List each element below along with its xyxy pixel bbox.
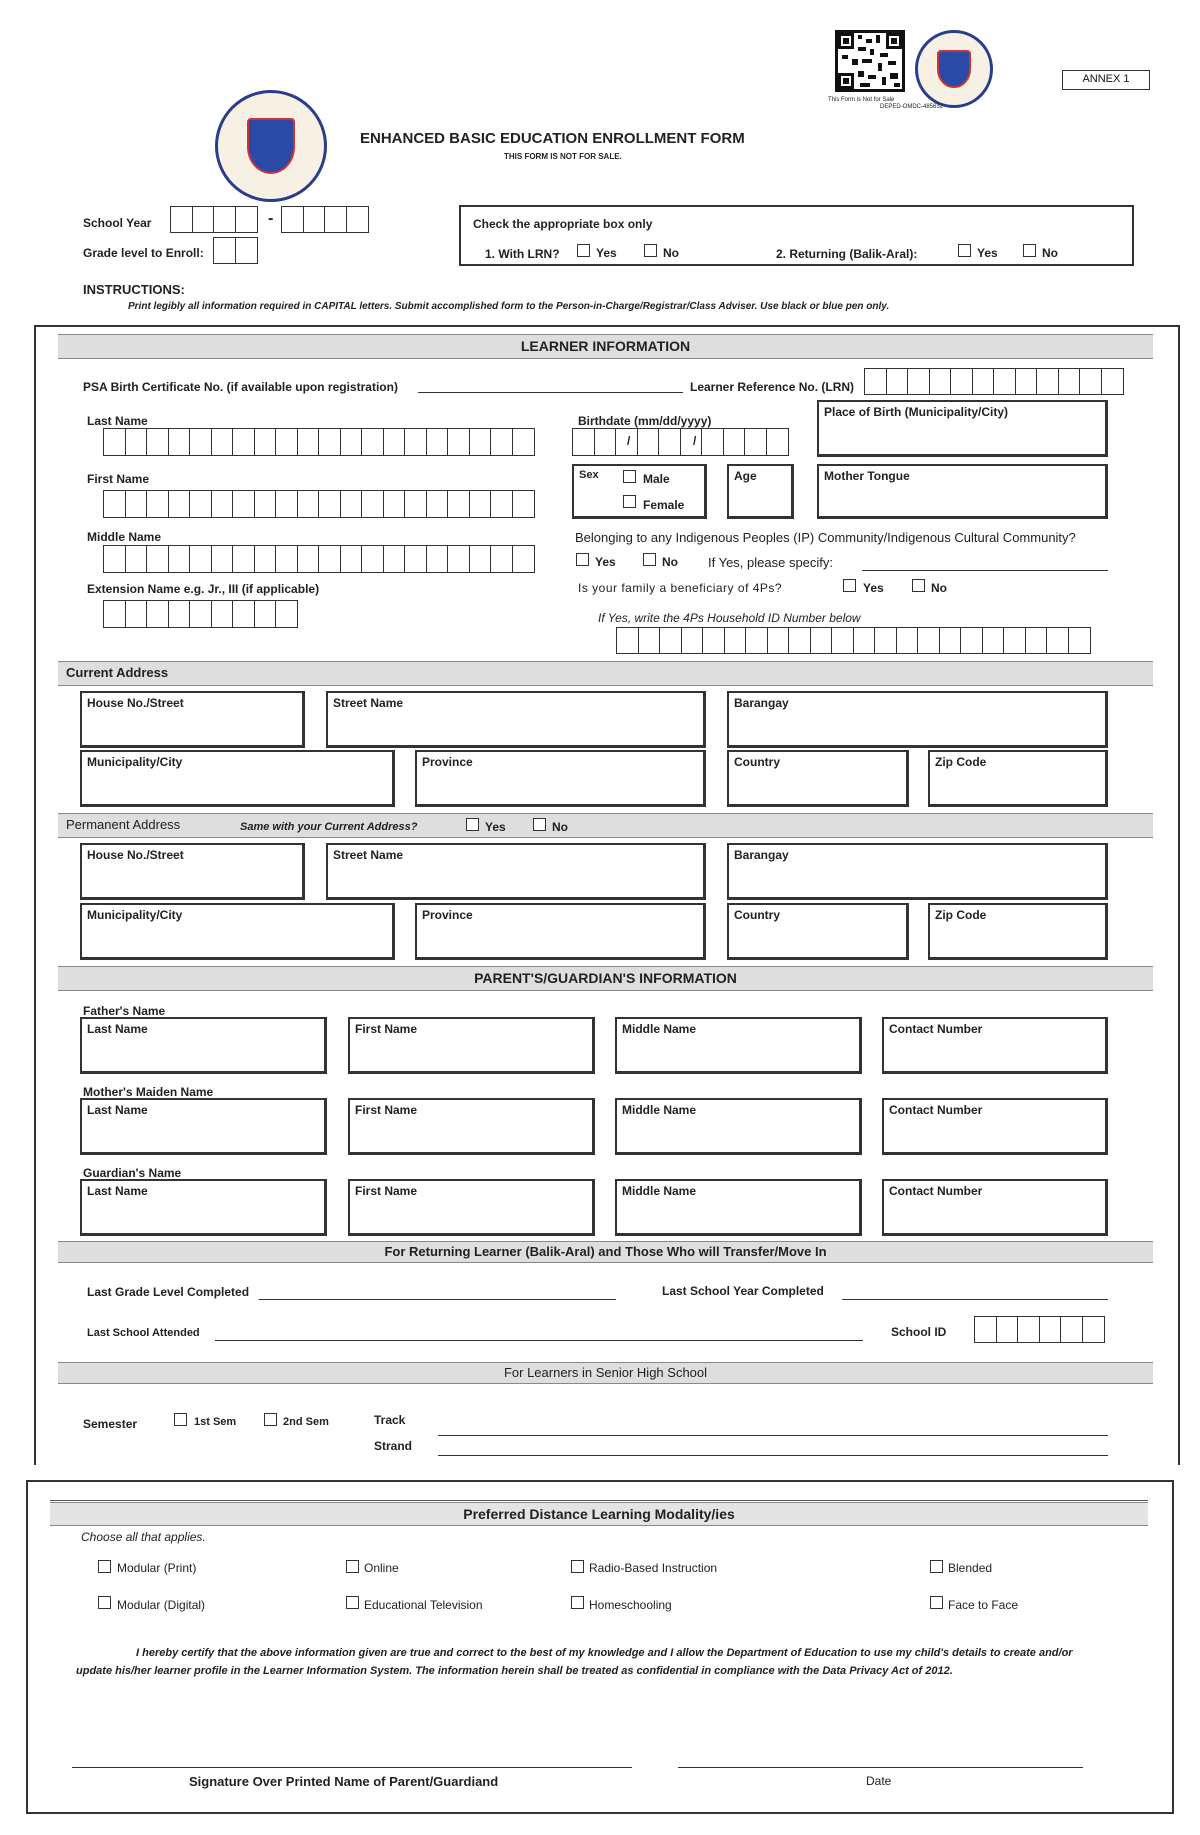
same-address-yes-label: Yes: [485, 820, 506, 834]
learner-info-bar: [58, 334, 1153, 359]
sex-label: Sex: [579, 469, 599, 481]
permanent-address-bar: [58, 813, 1153, 838]
blended-checkbox[interactable]: [930, 1560, 943, 1573]
same-address-no-label: No: [552, 820, 568, 834]
second-sem-label: 2nd Sem: [283, 1416, 329, 1428]
sex-box: [572, 464, 707, 519]
ip-specify-line[interactable]: [862, 570, 1108, 571]
guardian-contact-label: Contact Number: [889, 1184, 983, 1198]
mother-name-label: Mother's Maiden Name: [83, 1085, 214, 1099]
homeschooling-label: Homeschooling: [589, 1598, 672, 1612]
returning-yes-checkbox[interactable]: [958, 244, 971, 257]
last-grade-line[interactable]: [259, 1299, 616, 1300]
current-barangay-label: Barangay: [734, 696, 789, 710]
modular-digital-label: Modular (Digital): [117, 1598, 206, 1612]
fourps-yes-label: Yes: [863, 581, 884, 595]
signature-label: Signature Over Printed Name of Parent/Guardiand: [189, 1774, 499, 1789]
returning-no-label: No: [1042, 246, 1058, 260]
learner-info-title: LEARNER INFORMATION: [520, 338, 691, 354]
last-school-label: Last School Attended: [87, 1327, 200, 1339]
school-year-dash: -: [268, 210, 274, 227]
middle-name-boxes[interactable]: [103, 545, 533, 573]
track-line[interactable]: [438, 1435, 1108, 1436]
educational-tv-checkbox[interactable]: [346, 1596, 359, 1609]
permanent-municipality-label: Municipality/City: [87, 908, 183, 922]
annex-text: ANNEX 1: [1082, 73, 1130, 85]
guardian-middle-name-box[interactable]: [615, 1179, 862, 1236]
first-name-boxes[interactable]: [103, 490, 533, 518]
father-last-name-label: Last Name: [87, 1022, 148, 1036]
check-box-title: Check the appropriate box only: [473, 217, 653, 231]
mother-last-name-label: Last Name: [87, 1103, 148, 1117]
age-box[interactable]: [727, 464, 794, 519]
permanent-street-label: Street Name: [333, 848, 404, 862]
last-name-boxes[interactable]: [103, 428, 533, 456]
birthdate-slash-1: /: [627, 434, 631, 448]
female-label: Female: [643, 498, 685, 512]
modality-choose: Choose all that applies.: [81, 1530, 206, 1544]
first-sem-label: 1st Sem: [194, 1416, 237, 1428]
age-label: Age: [734, 469, 757, 483]
permanent-address-title: Permanent Address: [66, 817, 181, 832]
returning-label: 2. Returning (Balik-Aral):: [776, 247, 918, 261]
mother-first-name-label: First Name: [355, 1103, 418, 1117]
ip-yes-checkbox[interactable]: [576, 553, 589, 566]
fourps-yes-checkbox[interactable]: [843, 579, 856, 592]
lrn-boxes[interactable]: [864, 368, 1122, 395]
permanent-street-box[interactable]: [326, 843, 706, 900]
returning-bar: [58, 1241, 1153, 1263]
track-label: Track: [374, 1413, 406, 1427]
guardian-contact-box[interactable]: [882, 1179, 1108, 1236]
ip-no-label: No: [662, 555, 678, 569]
date-label: Date: [866, 1774, 892, 1788]
school-year-end-boxes[interactable]: [281, 206, 367, 233]
current-province-label: Province: [422, 755, 473, 769]
with-lrn-yes-label: Yes: [596, 246, 617, 260]
shs-title: For Learners in Senior High School: [503, 1365, 708, 1380]
current-country-box[interactable]: [727, 750, 909, 807]
psa-label: PSA Birth Certificate No. (if available upon registration): [83, 380, 398, 394]
form-subtitle: THIS FORM IS NOT FOR SALE.: [504, 152, 622, 161]
ip-yes-label: Yes: [595, 555, 616, 569]
school-id-boxes[interactable]: [974, 1316, 1103, 1343]
mother-tongue-box[interactable]: [817, 464, 1108, 519]
modality-title: Preferred Distance Learning Modality/ies: [463, 1506, 735, 1522]
deped-seal-logo-small: [915, 30, 993, 108]
same-address-no-checkbox[interactable]: [533, 818, 546, 831]
with-lrn-label: 1. With LRN?: [485, 247, 560, 261]
fourps-question: Is your family a beneficiary of 4Ps?: [578, 581, 783, 595]
birthdate-slash-2: /: [693, 434, 697, 448]
last-name-label: Last Name: [87, 414, 148, 428]
father-middle-name-box[interactable]: [615, 1017, 862, 1074]
modular-print-checkbox[interactable]: [98, 1560, 111, 1573]
father-name-label: Father's Name: [83, 1004, 166, 1018]
place-of-birth-label: Place of Birth (Municipality/City): [824, 405, 1009, 419]
permanent-zip-label: Zip Code: [935, 908, 987, 922]
permanent-province-box[interactable]: [415, 903, 706, 960]
mother-tongue-label: Mother Tongue: [824, 469, 910, 483]
current-address-bar: [58, 661, 1153, 686]
annex-label: [1062, 70, 1150, 90]
instructions-title: INSTRUCTIONS:: [83, 282, 185, 297]
qr-code: [835, 30, 905, 92]
permanent-barangay-label: Barangay: [734, 848, 789, 862]
mother-contact-box[interactable]: [882, 1098, 1108, 1155]
qr-caption: This Form is Not for Sale: [828, 97, 895, 103]
modality-top-rule: [50, 1500, 1148, 1501]
form-title: ENHANCED BASIC EDUCATION ENROLLMENT FORM: [360, 130, 745, 147]
current-municipality-box[interactable]: [80, 750, 395, 807]
online-checkbox[interactable]: [346, 1560, 359, 1573]
male-checkbox[interactable]: [623, 470, 636, 483]
certification-text: I hereby certify that the above information given are true and correct to the best of my knowledge and I allow the Department of Education to use my child's details to create and/or update his/her learner profile in the Learner Information System. The information herein shall be treated as confidential in compliance with the Data Privacy Act of 2012.: [76, 1647, 1073, 1677]
radio-based-checkbox[interactable]: [571, 1560, 584, 1573]
father-middle-name-label: Middle Name: [622, 1022, 697, 1036]
fourps-id-label: If Yes, write the 4Ps Household ID Number below: [598, 611, 861, 625]
first-sem-checkbox[interactable]: [174, 1413, 187, 1426]
current-address-title: Current Address: [66, 665, 169, 680]
with-lrn-no-label: No: [663, 246, 679, 260]
date-line[interactable]: [678, 1767, 1083, 1768]
strand-line[interactable]: [438, 1455, 1108, 1456]
grade-level-boxes[interactable]: [213, 237, 256, 264]
grade-level-label: Grade level to Enroll:: [83, 246, 204, 260]
psa-input-line[interactable]: [418, 392, 683, 393]
permanent-country-box[interactable]: [727, 903, 909, 960]
guardian-name-label: Guardian's Name: [83, 1166, 182, 1180]
current-zip-label: Zip Code: [935, 755, 987, 769]
extension-name-boxes[interactable]: [103, 600, 297, 628]
permanent-zip-box[interactable]: [928, 903, 1108, 960]
same-address-yes-checkbox[interactable]: [466, 818, 479, 831]
returning-yes-label: Yes: [977, 246, 998, 260]
permanent-barangay-box[interactable]: [727, 843, 1108, 900]
modality-bar: [50, 1502, 1148, 1526]
current-street-box[interactable]: [326, 691, 706, 748]
current-province-box[interactable]: [415, 750, 706, 807]
guardian-last-name-label: Last Name: [87, 1184, 148, 1198]
male-label: Male: [643, 472, 670, 486]
mother-last-name-box[interactable]: [80, 1098, 327, 1155]
blended-label: Blended: [948, 1561, 993, 1575]
with-lrn-no-checkbox[interactable]: [644, 244, 657, 257]
place-of-birth-box[interactable]: [817, 400, 1108, 457]
guardian-middle-name-label: Middle Name: [622, 1184, 697, 1198]
ip-no-checkbox[interactable]: [643, 553, 656, 566]
current-zip-box[interactable]: [928, 750, 1108, 807]
fourps-id-boxes[interactable]: [616, 627, 1089, 654]
mother-first-name-box[interactable]: [348, 1098, 595, 1155]
instructions-text: Print legibly all information required in CAPITAL letters. Submit accomplished form to the Person-in-Charge/Registrar/Class Adviser. Use black or blue pen only.: [128, 301, 890, 312]
current-barangay-box[interactable]: [727, 691, 1108, 748]
fourps-no-label: No: [931, 581, 947, 595]
father-first-name-box[interactable]: [348, 1017, 595, 1074]
face-to-face-label: Face to Face: [948, 1598, 1019, 1612]
online-label: Online: [364, 1561, 399, 1575]
semester-label: Semester: [83, 1417, 138, 1431]
homeschooling-checkbox[interactable]: [571, 1596, 584, 1609]
face-to-face-checkbox[interactable]: [930, 1596, 943, 1609]
current-house-label: House No./Street: [87, 696, 184, 710]
current-municipality-label: Municipality/City: [87, 755, 183, 769]
permanent-province-label: Province: [422, 908, 473, 922]
lrn-label: Learner Reference No. (LRN): [690, 380, 855, 394]
ip-specify-label: If Yes, please specify:: [708, 555, 834, 570]
ip-question: Belonging to any Indigenous Peoples (IP) Community/Indigenous Cultural Community?: [575, 530, 1076, 545]
middle-name-label: Middle Name: [87, 530, 162, 544]
father-first-name-label: First Name: [355, 1022, 418, 1036]
current-house-box[interactable]: [80, 691, 305, 748]
father-last-name-box[interactable]: [80, 1017, 327, 1074]
with-lrn-yes-checkbox[interactable]: [577, 244, 590, 257]
modular-print-label: Modular (Print): [117, 1561, 197, 1575]
first-name-label: First Name: [87, 472, 150, 486]
modular-digital-checkbox[interactable]: [98, 1596, 111, 1609]
shs-bar: [58, 1362, 1153, 1384]
guardian-first-name-box[interactable]: [348, 1179, 595, 1236]
guardian-last-name-box[interactable]: [80, 1179, 327, 1236]
permanent-municipality-box[interactable]: [80, 903, 395, 960]
permanent-house-label: House No./Street: [87, 848, 184, 862]
last-sy-label: Last School Year Completed: [662, 1284, 824, 1298]
parents-bar: [58, 966, 1153, 991]
signature-line[interactable]: [72, 1767, 632, 1768]
permanent-country-label: Country: [734, 908, 780, 922]
female-checkbox[interactable]: [623, 495, 636, 508]
returning-title: For Returning Learner (Balik-Aral) and Those Who will Transfer/Move In: [384, 1244, 827, 1259]
school-year-label: School Year: [83, 216, 152, 230]
last-sy-line[interactable]: [842, 1299, 1108, 1300]
second-sem-checkbox[interactable]: [264, 1413, 277, 1426]
birthdate-boxes[interactable]: [572, 428, 787, 456]
qr-code-text: DEPED-OMDC-485632: [880, 104, 944, 110]
father-contact-box[interactable]: [882, 1017, 1108, 1074]
father-contact-label: Contact Number: [889, 1022, 983, 1036]
deped-seal-logo: [215, 90, 327, 202]
last-grade-label: Last Grade Level Completed: [87, 1285, 250, 1299]
mother-middle-name-label: Middle Name: [622, 1103, 697, 1117]
educational-tv-label: Educational Television: [364, 1598, 483, 1612]
extension-name-label: Extension Name e.g. Jr., III (if applicable): [87, 582, 320, 596]
school-id-label: School ID: [891, 1325, 947, 1339]
parents-title: PARENT'S/GUARDIAN'S INFORMATION: [474, 970, 737, 986]
guardian-first-name-label: First Name: [355, 1184, 418, 1198]
last-school-line[interactable]: [215, 1340, 863, 1341]
mother-contact-label: Contact Number: [889, 1103, 983, 1117]
school-year-start-boxes[interactable]: [170, 206, 256, 233]
mother-middle-name-box[interactable]: [615, 1098, 862, 1155]
strand-label: Strand: [374, 1439, 413, 1453]
current-street-label: Street Name: [333, 696, 404, 710]
current-country-label: Country: [734, 755, 780, 769]
returning-no-checkbox[interactable]: [1023, 244, 1036, 257]
fourps-no-checkbox[interactable]: [912, 579, 925, 592]
same-address-question: Same with your Current Address?: [240, 821, 418, 833]
radio-based-label: Radio-Based Instruction: [589, 1561, 718, 1575]
permanent-house-box[interactable]: [80, 843, 305, 900]
birthdate-label: Birthdate (mm/dd/yyyy): [578, 414, 712, 428]
